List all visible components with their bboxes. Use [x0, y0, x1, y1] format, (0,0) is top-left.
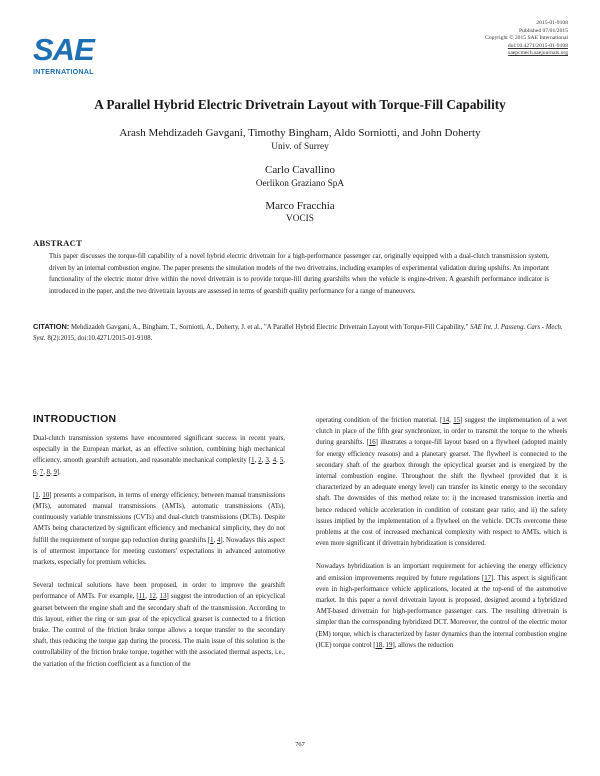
affiliation-3: VOCIS [286, 214, 314, 224]
reference-link[interactable]: 18 [375, 641, 383, 649]
citation-label: CITATION: [33, 322, 70, 331]
reference-link[interactable]: 15 [453, 417, 461, 424]
logo-name: SAE [33, 32, 94, 67]
reference-link[interactable]: 5 [279, 457, 284, 465]
logo-subtitle: INTERNATIONAL [33, 67, 94, 76]
paragraph: [1, 10] presents a comparison, in terms of energy efficiency, between manual transmissions (MTs), automated manual transmissions (AMTs), automatic transmissions (ATs), continuously variable transmissions (CVTs) and dual-clutch transmissions (DCTs). Despite AMTs being characterized by significant efficiency and mechanical simplicity, they do not fulfill the requirement of torque gap reduction during gearshifts [1, 4]. Nowadays this aspect is of uttermost importance for meeting customers' expectations in advanced automotive markets, especially for premium vehicles. [33, 491, 285, 567]
authors-line-1: Arash Mehdizadeh Gavgani, Timothy Bingham, Aldo Sorniotti, and John Doherty [119, 127, 481, 139]
reference-link[interactable]: 8 [46, 468, 51, 476]
reference-link[interactable]: 4 [216, 536, 221, 544]
affiliation-2: Oerlikon Graziano SpA [255, 179, 345, 189]
reference-link[interactable]: 1 [251, 457, 255, 465]
paragraph: Several technical solutions have been proposed, in order to improve the gearshift performance of AMTs. For example, [11, 12, 13] suggest the introduction of an epicyclical gearset between the engine shaft and the secondary shaft of the transmission. According to this layout, either the ring or sun gear of the epicyclical gearset is connected to a friction brake. The control of the friction brake torque allows a torque transfer to the secondary shaft, thus reducing the torque gap during the process. The main issue of this solution is the controllability of the friction brake torque, together with the associated thermal aspects, i.e., the variation of the friction coefficient as a function of the [33, 582, 286, 668]
paragraph: operating condition of the friction material. [14, 15] suggest the implementation of a wet clutch in place of the fifth gear synchronizer, in order to transmit the torque to the wheels during gearshifts. [16] illustrates a torque-fill layout based on a flywheel (adopted mainly for energy efficiency reasons) and a planetary gearset. The flywheel is connected to the secondary shaft of the gearbox through the epicyclical gearset and is energized by the internal combustion engine. Throughout the shift the flywheel (provided that it is characterized by an adequate energy level) can transfer its kinetic energy to the secondary shaft. The downsides of this method relate to: i) the increased transmission inertia and hence reduced vehicle acceleration in condition of constant gear ratio; and ii) the safety issues implied by the implementation of a flywheel on the vehicle. DCTs overcome these problems at the cost of increased mechanical complexity with respect to AMTs, which is even more significant if drivetrain hybridization is considered. [316, 417, 567, 548]
reference-link[interactable]: 7 [39, 468, 44, 476]
reference-link[interactable]: 19 [385, 641, 393, 649]
authors-line-3: Marco Fracchia [265, 200, 335, 212]
doi-link[interactable]: doi:10.4271/2015-01-9108 [507, 42, 568, 49]
reference-link[interactable]: 1 [210, 536, 214, 544]
page-number: 767 [295, 741, 305, 748]
paper-title: A Parallel Hybrid Electric Drivetrain Layout with Torque-Fill Capability [94, 97, 506, 112]
reference-link[interactable]: 1 [35, 491, 39, 499]
reference-link[interactable]: 17 [484, 574, 492, 582]
reference-link[interactable]: 9 [53, 468, 57, 476]
citation-journal: SAE Int. J. Passeng. Cars - Mech. Syst. [33, 324, 563, 343]
reference-link[interactable]: 2 [258, 457, 262, 465]
reference-link[interactable]: 16 [368, 439, 376, 447]
left-column [33, 433, 285, 682]
reference-link[interactable]: 13 [159, 593, 167, 601]
reference-link[interactable]: 4 [272, 457, 277, 465]
paper-id: 2015-01-9108 [536, 20, 568, 26]
reference-link[interactable]: 11 [138, 593, 146, 601]
reference-link[interactable]: 14 [442, 417, 450, 424]
reference-link[interactable]: 3 [265, 457, 269, 465]
affiliation-1: Univ. of Surrey [271, 142, 329, 152]
reference-link[interactable]: 12 [149, 593, 156, 601]
paper-metadata [485, 20, 568, 58]
paragraph: Dual-clutch transmission systems have encountered significant success in recent years, especially in the European market, as an effective solution, combining high mechanical efficiency, smooth gearshift actuation, and reasonable mechanical complexity [1, 2, 3, 4, 5, 6, 7, 8, 9]. [33, 435, 285, 476]
abstract-text: This paper discusses the torque-fill capability of a novel hybrid electric drivetrain for a high-performance passenger car, originally equipped with a dual-clutch transmission system, driven by an internal combustion engine. The paper presents the simulation models of the two drivetrains, including examples of experimental validation during upshifts. An important functionality of the electric motor drive within the novel drivetrain is to provide torque-fill during gearshifts when the vehicle is engine-driven. A gearshift performance indicator is introduced in the paper, and the two drivetrain layouts are assessed in terms of gearshift quality performance for a range of maneuvers. [49, 253, 549, 295]
abstract-heading: ABSTRACT [33, 238, 83, 248]
citation-authors-title: Mehdizadeh Gavgani, A., Bingham, T., Sorniotti, A., Doherty, J. et al., "A Parallel Hybrid Electric Drivetrain Layout with Torque-Fill Capability," [69, 324, 471, 331]
publish-date: Published 07/01/2015 [519, 27, 568, 34]
reference-link[interactable]: 6 [33, 468, 37, 476]
reference-link[interactable]: 10 [42, 491, 50, 499]
right-column [316, 415, 567, 663]
paragraph: Nowadays hybridization is an important requirement for achieving the energy efficiency and emission improvements required by future regulations [17]. This aspect is significant even in high-performance vehicle applications, located at the top-end of the automotive market. In this paper a novel drivetrain layout is proposed, designed around a hybridized AMT-based drivetrain for high-performance passenger cars. The resulting drivetrain is simpler than the corresponding hybridized DCT. Moreover, the control of the electric motor (EM) torque, which is characterized by faster dynamics than the internal combustion engine (ICE) torque control [18, 19], allows the reduction [316, 563, 567, 649]
citation [33, 321, 565, 345]
citation-volume: 8(2):2015, doi:10.4271/2015-01-9108. [45, 335, 153, 343]
introduction-heading: INTRODUCTION [33, 414, 117, 425]
journal-link[interactable]: saepcmech.saejournals.org [508, 50, 568, 57]
sae-logo [33, 34, 95, 86]
copyright: Copyright © 2015 SAE International [485, 35, 568, 42]
authors-line-2: Carlo Cavallino [265, 164, 335, 176]
